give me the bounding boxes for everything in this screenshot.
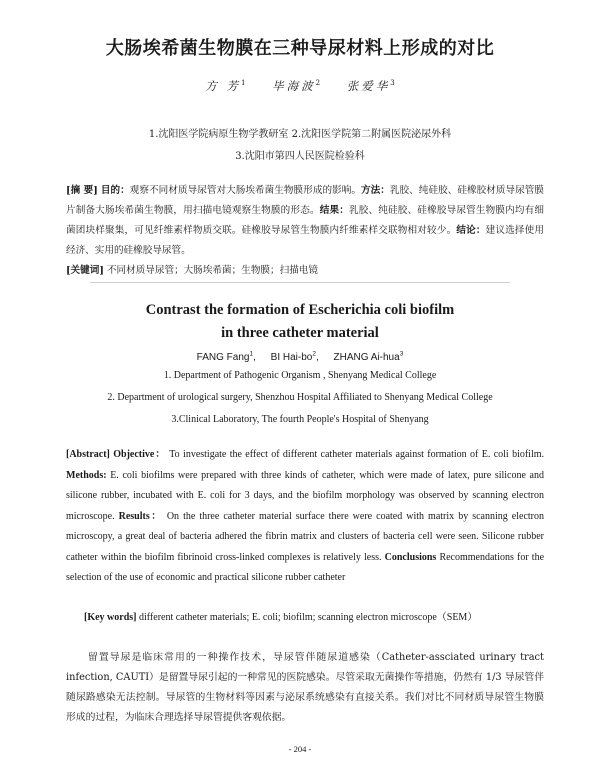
english-affiliation-1: 1. Department of Pathogenic Organism , Shenyang Medical College	[163, 370, 437, 381]
chinese-affiliation-2: 3.沈阳市第四人民医院检验科	[235, 151, 365, 162]
en-author-3: ZHANG Ai-hua$^3$	[333, 351, 404, 364]
author-1: 方 芳$^1$	[205, 79, 246, 93]
chinese-abstract: [摘 要] 目的：观察不同材质导尿管对大肠埃希菌生物膜形成的影响。方法：乳胶、纯硅胶、硅橡胶材质导尿管膜片制备大肠埃希菌生物膜，用扫描电镜观察生物膜的形态。结果：乳胶、纯硅胶、硅橡胶导尿管生物膜内均有细菌团块样聚集，可见纤维素样物质交联。硅橡胶导尿管生物膜内纤维素样交联物相对较少。结论：建议选择使用经济、实用的硅橡胶导尿管。	[66, 185, 545, 256]
english-abstract: [Abstract] Objective： To investigate the effect of different catheter materials against formation of E. coli biofilm. Methods: E. coli biofilms were prepared with three kinds of catheter, which were made of latex, pure silicone and silicone rubber, incubated with E. coli for 3 days, and the biofilm morphology was observed by scanning electron microscope. Results： On the three catheter material surface there were coated with matrix by scanning electron microscopy, a great deal of bacteria adhered the fibrin matrix and clusters of bacteria cell were seen. Silicone rubber catheter within the biofilm fibrinoid cross-linked complexes is relatively less. Conclusions Recommendations for the selection of the use of economic and practical silicone rubber catheter	[66, 449, 545, 583]
english-keywords: [Key words] different catheter materials; E. coli; biofilm; scanning electron microscope（SEM）	[84, 612, 478, 623]
chinese-keywords: [关键词] 不同材质导尿管；大肠埃希菌；生物膜；扫描电镜	[66, 265, 318, 276]
english-authors	[0, 351, 600, 363]
section-divider	[90, 282, 510, 283]
en-author-1: FANG Fang$^1$,	[196, 351, 256, 364]
chinese-affiliation-1: 1.沈阳医学院病原生物学教研室 2.沈阳医学院第二附属医院泌尿外科	[148, 129, 452, 140]
en-author-2: BI Hai-$bo^2$,	[270, 351, 319, 364]
english-title-line-2: in three catheter material	[221, 325, 379, 341]
english-title-line-1: Contrast the formation of Escherichia coli biofilm	[145, 302, 455, 318]
page-number: - 204 -	[288, 744, 312, 754]
author-2: 毕海波$^2$	[272, 79, 321, 93]
english-affiliation-2: 2. Department of urological surgery, Shenzhou Hospital Affiliated to Shenyang Medical College	[107, 392, 493, 403]
author-3: 张爱华$^3$	[346, 79, 395, 93]
chinese-title: 大肠埃希菌生物膜在三种导尿材料上形成的对比	[105, 38, 495, 59]
chinese-authors	[0, 78, 600, 94]
english-affiliation-3: 3.Clinical Laboratory, The fourth People's Hospital of Shenyang	[171, 414, 429, 425]
body-paragraph: 留置导尿是临床常用的一种操作技术，导尿管伴随尿道感染（Catheter-assciated urinary tract infection, CAUTI）是留置导尿引起的一种常见的医院感染。尽管采取无菌操作等措施，仍然有 1/3 导尿管伴随尿路感染无法控制。导尿管的生物材料等因素与泌尿系统感染有直接关系。我们对比不同材质导尿管生物膜形成的过程，为临床合理选择导尿管提供客观依据。	[66, 652, 544, 723]
